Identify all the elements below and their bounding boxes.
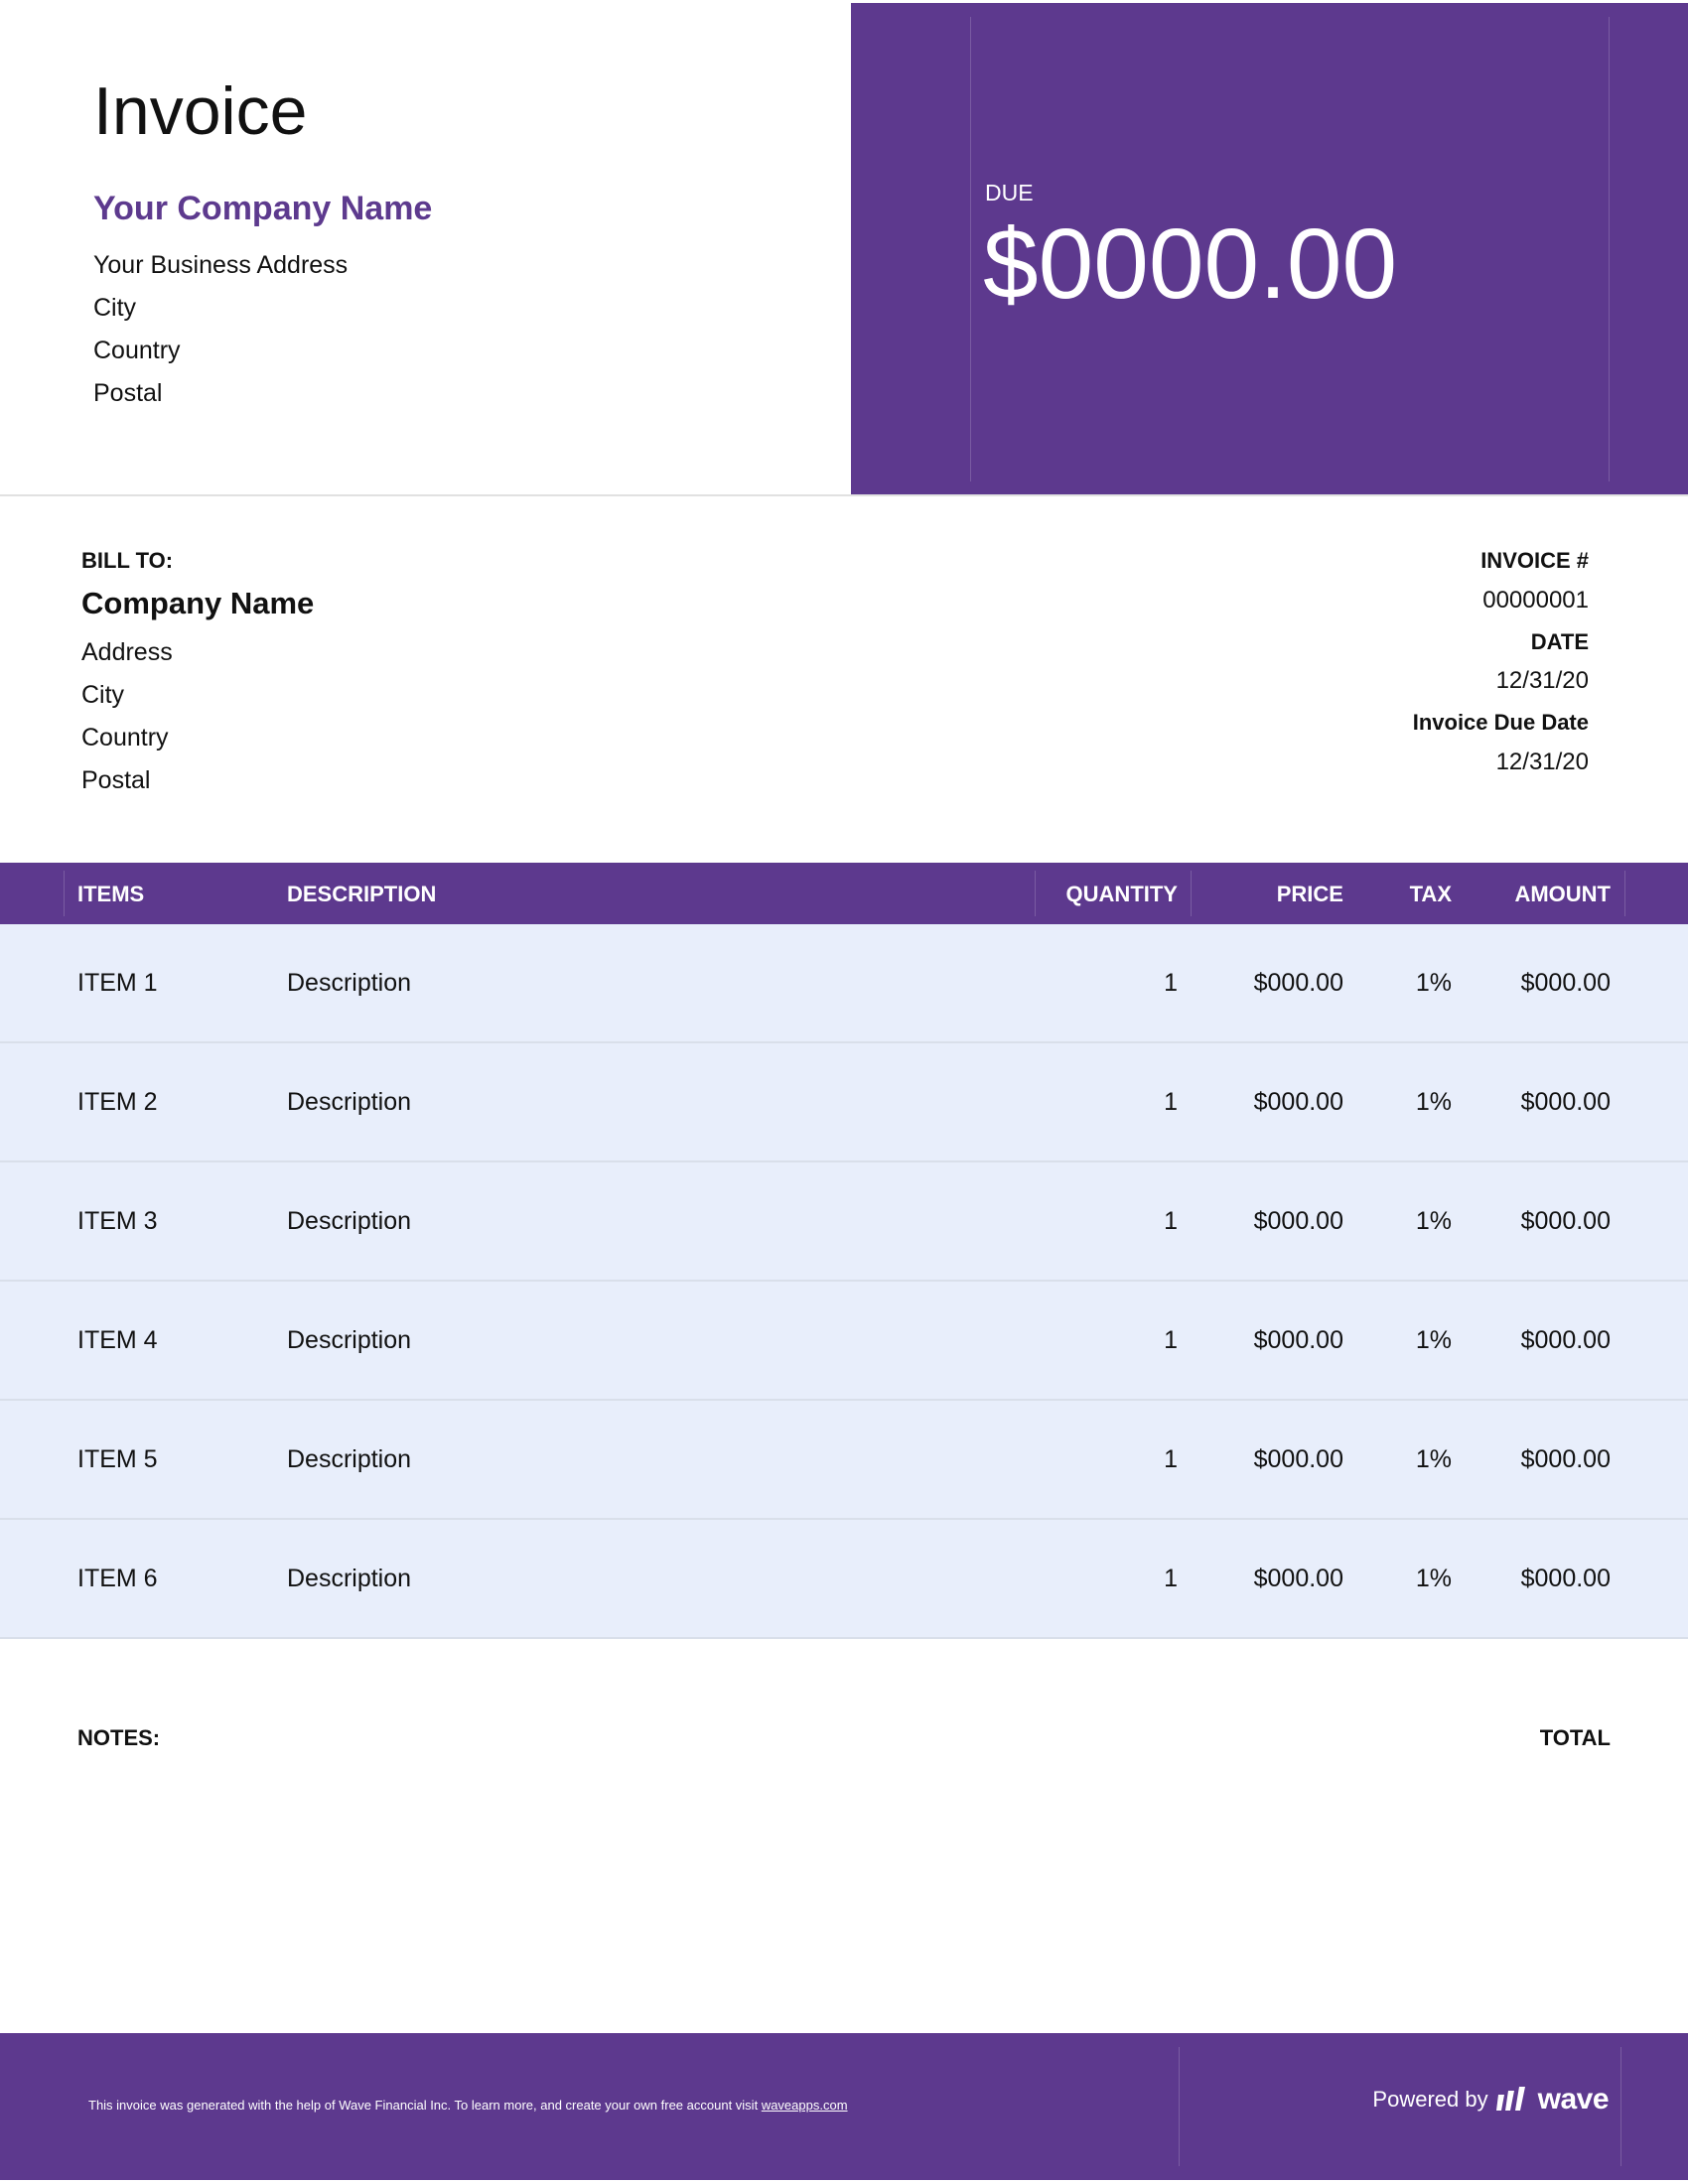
column-header-items: ITEMS <box>77 882 145 906</box>
wave-logo-word: wave <box>1537 2083 1609 2116</box>
item-tax: 1% <box>1415 1565 1452 1592</box>
item-quantity: 1 <box>1164 1445 1178 1473</box>
invoice-due-date: 12/31/20 <box>1495 749 1589 775</box>
due-label: DUE <box>985 180 1034 205</box>
sender-company-name: Your Company Name <box>93 190 433 227</box>
item-price: $000.00 <box>1253 1326 1343 1354</box>
item-description: Description <box>287 1088 412 1116</box>
item-amount: $000.00 <box>1520 1207 1611 1235</box>
footer-note <box>88 2099 848 2112</box>
footer-note-text: This invoice was generated with the help of Wave Financial Inc. To learn more, and create your own free account visit <box>88 2098 759 2113</box>
items-table-header <box>0 863 1688 924</box>
due-amount: $0000.00 <box>983 208 1398 320</box>
footer-bar <box>0 2033 1688 2180</box>
invoice-number-label: INVOICE # <box>1480 548 1589 573</box>
item-description: Description <box>287 1207 412 1235</box>
bill-to-postal: Postal <box>81 766 151 794</box>
header-guide-line <box>1624 871 1625 916</box>
item-price: $000.00 <box>1253 1445 1343 1473</box>
item-tax: 1% <box>1415 1326 1452 1354</box>
item-quantity: 1 <box>1164 1088 1178 1116</box>
total-label: TOTAL <box>1539 1725 1611 1750</box>
sender-country: Country <box>93 337 181 364</box>
column-header-description: DESCRIPTION <box>287 882 437 906</box>
panel-guide-line <box>970 17 971 481</box>
column-header-amount: AMOUNT <box>1514 882 1611 906</box>
header-guide-line <box>1191 871 1192 916</box>
item-quantity: 1 <box>1164 1207 1178 1235</box>
powered-by-label: Powered by <box>1372 2087 1488 2112</box>
items-table-body <box>0 924 1688 1639</box>
item-price: $000.00 <box>1253 969 1343 997</box>
wave-logo-icon <box>1496 2085 1532 2115</box>
column-header-quantity: QUANTITY <box>1065 882 1178 906</box>
item-name: ITEM 4 <box>77 1326 158 1354</box>
page-title: Invoice <box>93 73 308 149</box>
bill-to-label: BILL TO: <box>81 548 174 573</box>
column-header-price: PRICE <box>1276 882 1343 906</box>
powered-by-wave <box>1372 2085 1609 2115</box>
bill-to-city: City <box>81 681 125 709</box>
table-row <box>0 1520 1688 1639</box>
wave-logo <box>1496 2085 1609 2115</box>
table-row <box>0 1162 1688 1282</box>
item-name: ITEM 6 <box>77 1565 158 1592</box>
invoice-date: 12/31/20 <box>1495 667 1589 694</box>
item-amount: $000.00 <box>1520 1445 1611 1473</box>
waveapps-link[interactable]: waveapps.com <box>761 2098 848 2113</box>
item-amount: $000.00 <box>1520 969 1611 997</box>
item-quantity: 1 <box>1164 1326 1178 1354</box>
item-quantity: 1 <box>1164 1565 1178 1592</box>
sender-city: City <box>93 294 137 322</box>
date-label: DATE <box>1530 629 1589 654</box>
item-tax: 1% <box>1415 969 1452 997</box>
table-row <box>0 924 1688 1043</box>
bill-to-company: Company Name <box>81 586 315 620</box>
item-amount: $000.00 <box>1520 1565 1611 1592</box>
item-amount: $000.00 <box>1520 1088 1611 1116</box>
bill-to-country: Country <box>81 724 169 751</box>
item-price: $000.00 <box>1253 1565 1343 1592</box>
item-description: Description <box>287 1445 412 1473</box>
footer-guide-line <box>1620 2047 1621 2166</box>
item-quantity: 1 <box>1164 969 1178 997</box>
sender-address: Your Business Address <box>93 251 349 279</box>
item-tax: 1% <box>1415 1088 1452 1116</box>
amount-due-panel <box>851 3 1688 494</box>
column-header-tax: TAX <box>1409 882 1452 906</box>
item-description: Description <box>287 1326 412 1354</box>
table-row <box>0 1043 1688 1162</box>
item-description: Description <box>287 969 412 997</box>
invoice-number: 00000001 <box>1482 587 1589 614</box>
header-guide-line <box>64 871 65 916</box>
bill-to-address: Address <box>81 638 173 666</box>
item-name: ITEM 1 <box>77 969 158 997</box>
item-name: ITEM 5 <box>77 1445 158 1473</box>
item-price: $000.00 <box>1253 1088 1343 1116</box>
header-guide-line <box>1035 871 1036 916</box>
item-amount: $000.00 <box>1520 1326 1611 1354</box>
due-date-label: Invoice Due Date <box>1412 710 1589 735</box>
item-name: ITEM 2 <box>77 1088 158 1116</box>
table-row <box>0 1282 1688 1401</box>
item-tax: 1% <box>1415 1445 1452 1473</box>
sender-postal: Postal <box>93 379 163 407</box>
footer-guide-line <box>1179 2047 1180 2166</box>
item-price: $000.00 <box>1253 1207 1343 1235</box>
notes-label: NOTES: <box>77 1725 161 1750</box>
item-tax: 1% <box>1415 1207 1452 1235</box>
panel-guide-line <box>1609 17 1610 481</box>
header-divider <box>0 494 1688 496</box>
table-row <box>0 1401 1688 1520</box>
item-description: Description <box>287 1565 412 1592</box>
item-name: ITEM 3 <box>77 1207 158 1235</box>
